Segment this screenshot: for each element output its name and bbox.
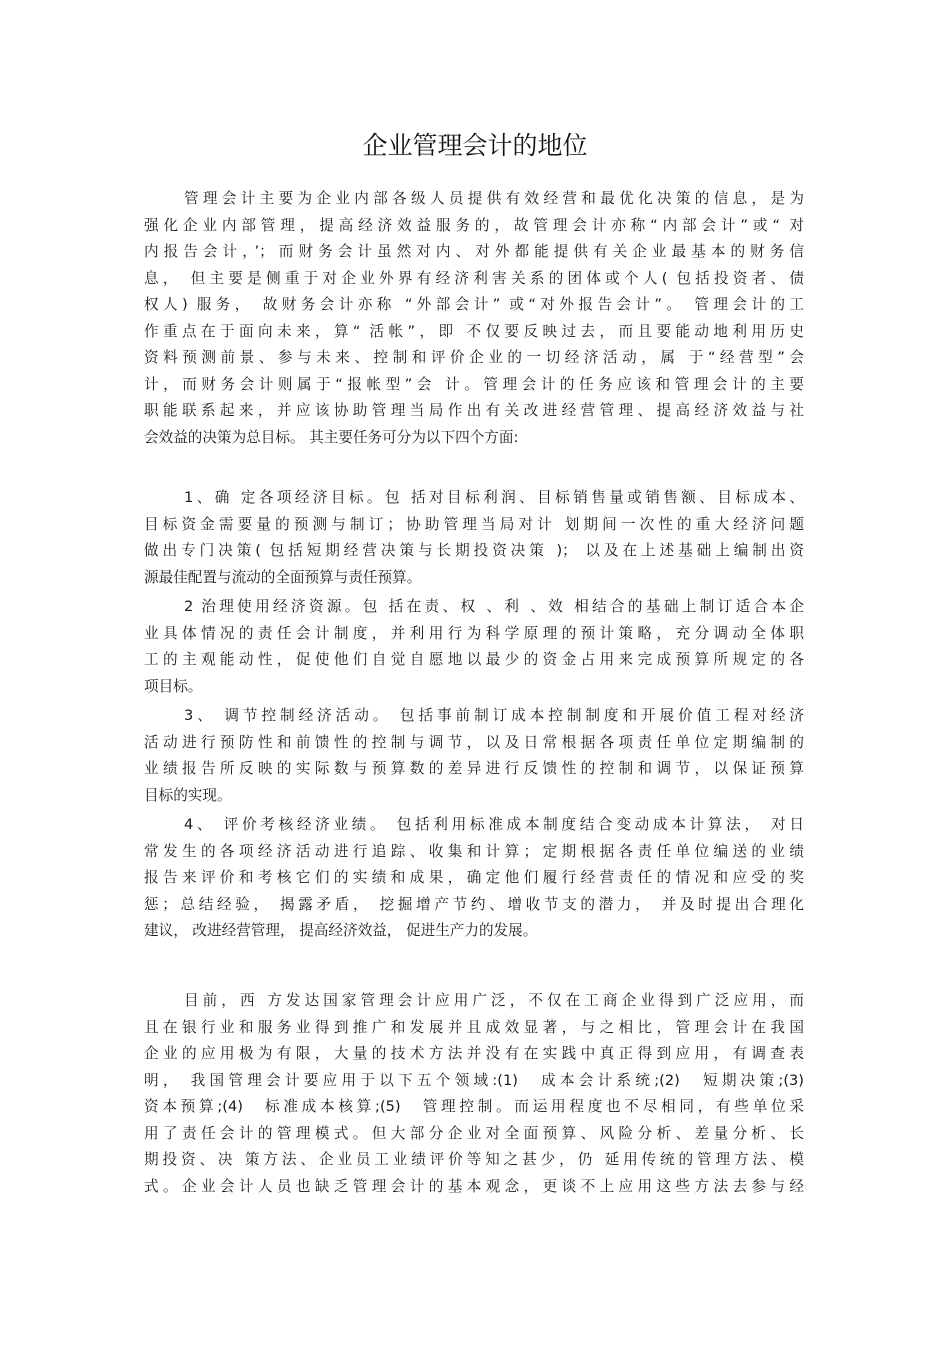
paragraph-task-1 bbox=[144, 485, 804, 591]
paragraph-line: 项目标。 bbox=[144, 677, 203, 695]
paragraph-task-2 bbox=[144, 594, 804, 700]
paragraph-line: 权人) 服务， 故财务会计亦称 “外部会计” 或“对外报告会计”。 管理会计的工 bbox=[144, 296, 804, 313]
paragraph-line: 管理会计主要为企业内部各级人员提供有效经营和最优化决策的信息，是为 bbox=[184, 190, 804, 207]
paragraph-line: 会效益的决策为总目标。 其主要任务可分为以下四个方面: bbox=[144, 428, 519, 446]
paragraph-current-status bbox=[144, 988, 804, 1200]
paragraph-line: 惩；总结经验， 揭露矛盾， 挖掘增产节约、增收节支的潜力， 并及时提出合理化 bbox=[144, 895, 804, 913]
paragraph-line: 明， 我国管理会计要应用于以下五个领域:(1) 成本会计系统;(2) 短期决策;(3) bbox=[144, 1071, 804, 1089]
paragraph-line: 做出专门决策( 包括短期经营决策与长期投资决策 )； 以及在上述基础上编制出资 bbox=[144, 542, 804, 559]
paragraph-line: 式。企业会计人员也缺乏管理会计的基本观念，更谈不上应用这些方法去参与经 bbox=[144, 1177, 804, 1195]
paragraph-line: 源最佳配置与流动的全面预算与责任预算。 bbox=[144, 568, 422, 586]
paragraph-line: 职能联系起来，并应该协助管理当局作出有关改进经营管理、提高经济效益与社 bbox=[144, 402, 804, 419]
paragraph-line: 作重点在于面向未来，算“ 活帐”，即 不仅要反映过去，而且要能动地利用历史 bbox=[144, 322, 804, 340]
paragraph-line: 目标的实现。 bbox=[144, 786, 232, 804]
paragraph-line: 用了责任会计的管理模式。但大部分企业对全面预算、风险分析、差量分析、长 bbox=[144, 1124, 804, 1142]
paragraph-line: 且在银行业和服务业得到推广和发展并且成效显著，与之相比，管理会计在我国 bbox=[144, 1018, 804, 1036]
paragraph-line: 工的主观能动性，促使他们自觉自愿地以最少的资金占用来完成预算所规定的各 bbox=[144, 651, 804, 668]
paragraph-line: 活动进行预防性和前馈性的控制与调节，以及日常根据各项责任单位定期编制的 bbox=[144, 733, 804, 751]
paragraph-line: 2 治理使用经济资源。包 括在责、权 、利 、效 相结合的基础上制订适合本企 bbox=[184, 598, 804, 615]
paragraph-line: 1、确 定各项经济目标。包 括对目标利润、目标销售量或销售额、目标成本、 bbox=[184, 489, 804, 506]
paragraph-intro bbox=[144, 186, 804, 451]
paragraph-task-4 bbox=[144, 812, 804, 945]
paragraph-line: 目前，西 方发达国家管理会计应用广泛，不仅在工商企业得到广泛应用，而 bbox=[184, 992, 804, 1009]
paragraph-line: 计，而财务会计则属于“报帐型”会 计。管理会计的任务应该和管理会计的主要 bbox=[144, 375, 804, 393]
paragraph-line: 业具体情况的责任会计制度，并利用行为科学原理的预计策略，充分调动全体职 bbox=[144, 624, 804, 642]
paragraph-line: 常发生的各项经济活动进行追踪、收集和计算；定期根据各责任单位编送的业绩 bbox=[144, 842, 804, 860]
paragraph-line: 资料预测前景、参与未来、控制和评价企业的一切经济活动，属 于“经营型”会 bbox=[144, 349, 804, 366]
paragraph-line: 内报告会计，’；而财务会计虽然对内、对外都能提供有关企业最基本的财务信 bbox=[144, 243, 804, 260]
paragraph-line: 报告来评价和考核它们的实绩和成果，确定他们履行经营责任的情况和应受的奖 bbox=[144, 869, 804, 886]
paragraph-line: 企业的应用极为有限，大量的技术方法并没有在实践中真正得到应用，有调查表 bbox=[144, 1045, 804, 1062]
paragraph-line: 资本预算;(4) 标准成本核算;(5) 管理控制。而运用程度也不尽相同，有些单位采 bbox=[144, 1098, 804, 1115]
paragraph-line: 建议， 改进经营管理， 提高经济效益， 促进生产力的发展。 bbox=[144, 922, 538, 939]
paragraph-line: 业绩报告所反映的实际数与预算数的差异进行反馈性的控制和调节，以保证预算 bbox=[144, 760, 804, 777]
paragraph-line: 强化企业内部管理，提高经济效益服务的，故管理会计亦称“内部会计”或“ 对 bbox=[144, 216, 804, 234]
paragraph-line: 息， 但主要是侧重于对企业外界有经济利害关系的团体或个人( 包括投资者、债 bbox=[144, 269, 804, 287]
paragraph-line: 目标资金需要量的预测与制订；协助管理当局对计 划期间一次性的重大经济问题 bbox=[144, 515, 804, 533]
paragraph-line: 3、 调节控制经济活动。 包括事前制订成本控制制度和开展价值工程对经济 bbox=[184, 707, 804, 724]
document-title: 企业管理会计的地位 bbox=[362, 131, 588, 160]
paragraph-line: 期投资、决 策方法、企业员工业绩评价等知之甚少，仍 延用传统的管理方法、模 bbox=[144, 1151, 804, 1168]
paragraph-line: 4、 评价考核经济业绩。 包括利用标准成本制度结合变动成本计算法， 对日 bbox=[184, 816, 804, 833]
paragraph-task-3 bbox=[144, 703, 804, 809]
